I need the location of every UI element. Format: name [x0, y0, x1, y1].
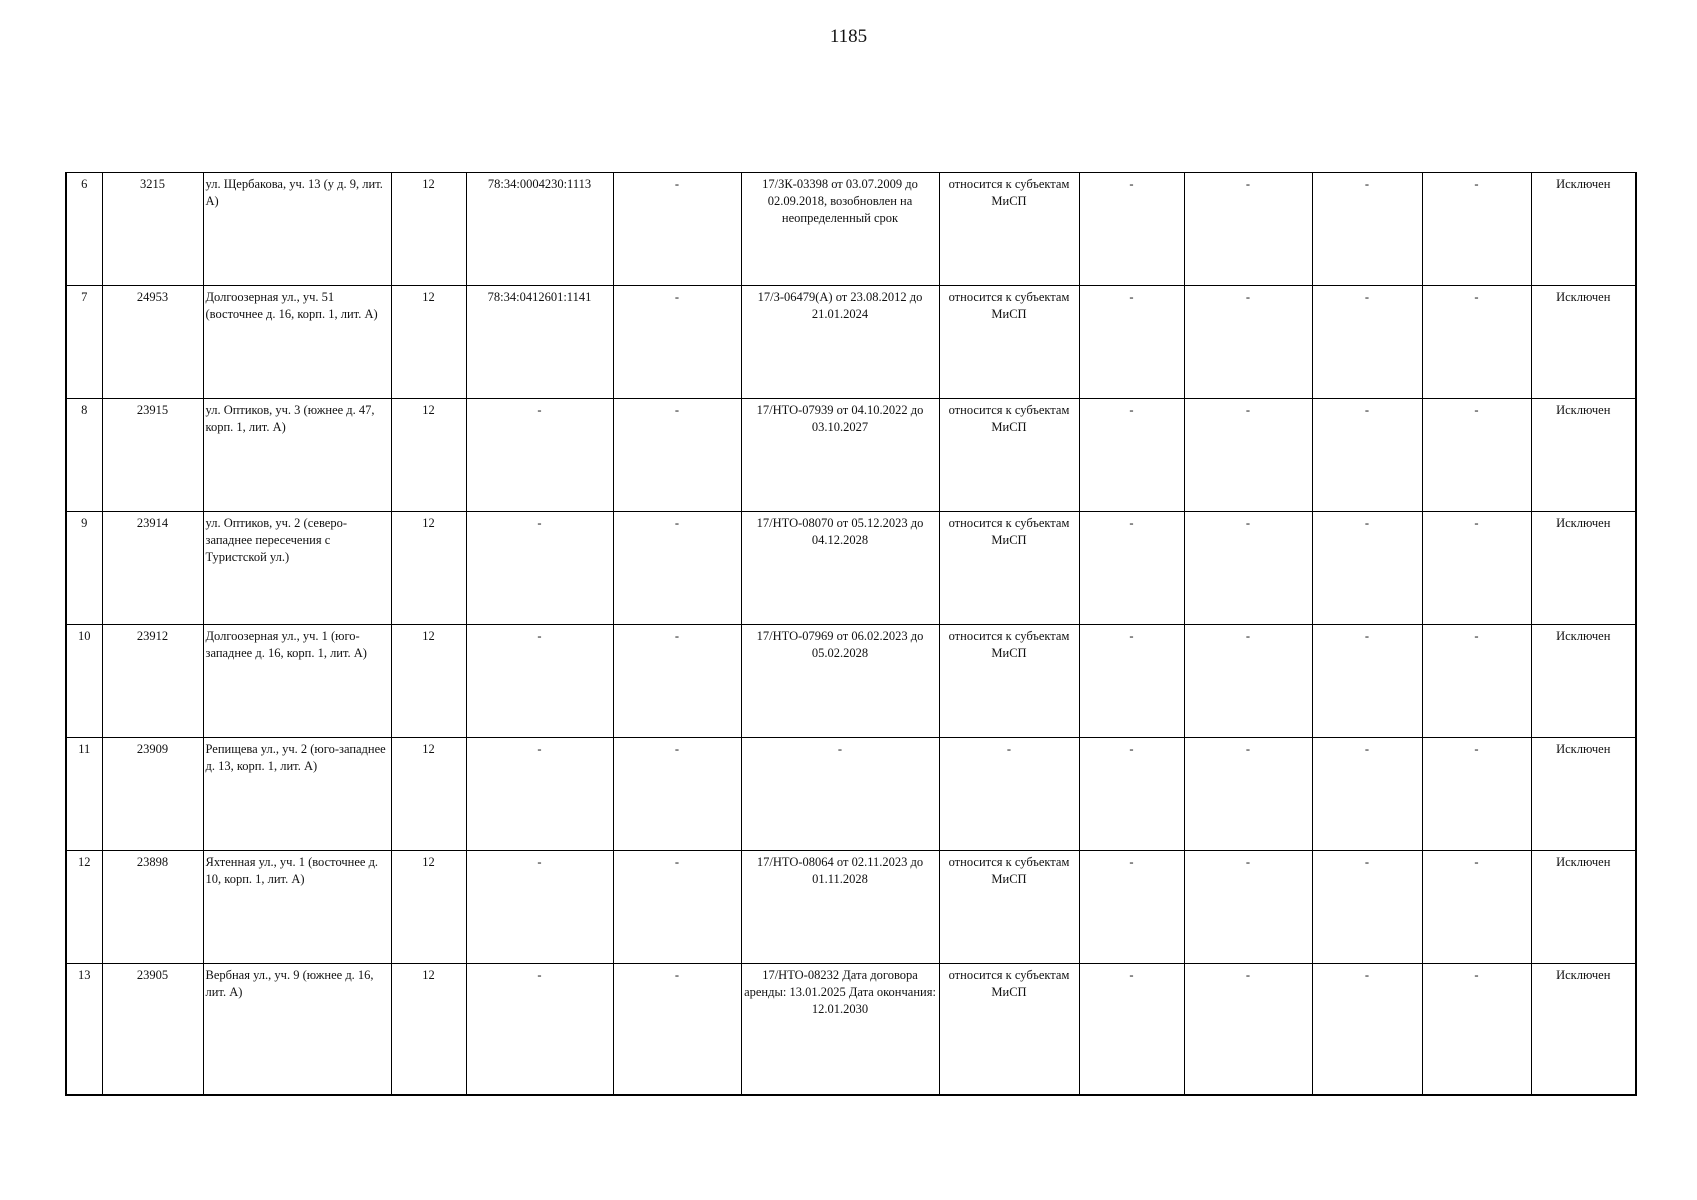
- row-number: 10: [66, 625, 102, 738]
- smb-category: относится к субъектам МиСП: [939, 399, 1079, 512]
- district-code: 12: [391, 964, 466, 1096]
- object-id: 23909: [102, 738, 203, 851]
- column-12-value: -: [1422, 286, 1531, 399]
- smb-category: относится к субъектам МиСП: [939, 512, 1079, 625]
- status-value: Исключен: [1531, 399, 1636, 512]
- page-number: 1185: [829, 26, 868, 47]
- district-code: 12: [391, 851, 466, 964]
- row-number: 8: [66, 399, 102, 512]
- column-10-value: -: [1184, 286, 1312, 399]
- column-9-value: -: [1079, 286, 1184, 399]
- cadastral-number: -: [466, 625, 613, 738]
- column-12-value: -: [1422, 512, 1531, 625]
- column-10-value: -: [1184, 512, 1312, 625]
- cadastral-number: -: [466, 399, 613, 512]
- row-number: 6: [66, 173, 102, 286]
- status-value: Исключен: [1531, 286, 1636, 399]
- smb-category: относится к субъектам МиСП: [939, 851, 1079, 964]
- object-address: Долгоозерная ул., уч. 51 (восточнее д. 16, корп. 1, лит. А): [203, 286, 391, 399]
- register-body: [66, 173, 1636, 1096]
- smb-category: относится к субъектам МиСП: [939, 286, 1079, 399]
- district-code: 12: [391, 286, 466, 399]
- table-row: [66, 851, 1636, 964]
- column-9-value: -: [1079, 512, 1184, 625]
- column-9-value: -: [1079, 738, 1184, 851]
- row-number: 12: [66, 851, 102, 964]
- object-address: ул. Щербакова, уч. 13 (у д. 9, лит. А): [203, 173, 391, 286]
- column-6-value: -: [613, 173, 741, 286]
- column-9-value: -: [1079, 173, 1184, 286]
- column-6-value: -: [613, 512, 741, 625]
- column-9-value: -: [1079, 851, 1184, 964]
- column-6-value: -: [613, 738, 741, 851]
- smb-category: относится к субъектам МиСП: [939, 964, 1079, 1096]
- contract-info: 17/НТО-07939 от 04.10.2022 до 03.10.2027: [741, 399, 939, 512]
- column-11-value: -: [1312, 738, 1422, 851]
- object-address: Долгоозерная ул., уч. 1 (юго-западнее д. 16, корп. 1, лит. А): [203, 625, 391, 738]
- status-value: Исключен: [1531, 512, 1636, 625]
- contract-info: 17/НТО-08064 от 02.11.2023 до 01.11.2028: [741, 851, 939, 964]
- table-row: [66, 964, 1636, 1096]
- column-11-value: -: [1312, 399, 1422, 512]
- table-row: [66, 286, 1636, 399]
- object-id: 23914: [102, 512, 203, 625]
- cadastral-number: 78:34:0412601:1141: [466, 286, 613, 399]
- table-row: [66, 173, 1636, 286]
- column-12-value: -: [1422, 738, 1531, 851]
- column-6-value: -: [613, 851, 741, 964]
- register-table: [65, 172, 1637, 1096]
- smb-category: относится к субъектам МиСП: [939, 173, 1079, 286]
- cadastral-number: 78:34:0004230:1113: [466, 173, 613, 286]
- status-value: Исключен: [1531, 851, 1636, 964]
- object-address: ул. Оптиков, уч. 3 (южнее д. 47, корп. 1, лит. А): [203, 399, 391, 512]
- row-number: 7: [66, 286, 102, 399]
- cadastral-number: -: [466, 851, 613, 964]
- district-code: 12: [391, 512, 466, 625]
- column-6-value: -: [613, 964, 741, 1096]
- contract-info: 17/НТО-08070 от 05.12.2023 до 04.12.2028: [741, 512, 939, 625]
- column-6-value: -: [613, 286, 741, 399]
- status-value: Исключен: [1531, 625, 1636, 738]
- smb-category: относится к субъектам МиСП: [939, 625, 1079, 738]
- row-number: 9: [66, 512, 102, 625]
- contract-info: -: [741, 738, 939, 851]
- column-10-value: -: [1184, 738, 1312, 851]
- district-code: 12: [391, 173, 466, 286]
- column-10-value: -: [1184, 173, 1312, 286]
- contract-info: 17/НТО-08232 Дата договора аренды: 13.01.2025 Дата окончания: 12.01.2030: [741, 964, 939, 1096]
- column-12-value: -: [1422, 625, 1531, 738]
- row-number: 11: [66, 738, 102, 851]
- column-11-value: -: [1312, 851, 1422, 964]
- object-address: Яхтенная ул., уч. 1 (восточнее д. 10, корп. 1, лит. А): [203, 851, 391, 964]
- column-12-value: -: [1422, 399, 1531, 512]
- object-address: Вербная ул., уч. 9 (южнее д. 16, лит. А): [203, 964, 391, 1096]
- column-11-value: -: [1312, 512, 1422, 625]
- table-row: [66, 399, 1636, 512]
- column-10-value: -: [1184, 964, 1312, 1096]
- object-id: 24953: [102, 286, 203, 399]
- table-row: [66, 512, 1636, 625]
- object-id: 3215: [102, 173, 203, 286]
- column-11-value: -: [1312, 173, 1422, 286]
- column-12-value: -: [1422, 173, 1531, 286]
- object-address: ул. Оптиков, уч. 2 (северо-западнее пересечения с Туристской ул.): [203, 512, 391, 625]
- row-number: 13: [66, 964, 102, 1096]
- object-id: 23912: [102, 625, 203, 738]
- smb-category: -: [939, 738, 1079, 851]
- cadastral-number: -: [466, 964, 613, 1096]
- status-value: Исключен: [1531, 173, 1636, 286]
- contract-info: 17/З-06479(А) от 23.08.2012 до 21.01.2024: [741, 286, 939, 399]
- contract-info: 17/НТО-07969 от 06.02.2023 до 05.02.2028: [741, 625, 939, 738]
- object-id: 23915: [102, 399, 203, 512]
- district-code: 12: [391, 399, 466, 512]
- table-row: [66, 625, 1636, 738]
- column-9-value: -: [1079, 964, 1184, 1096]
- column-10-value: -: [1184, 625, 1312, 738]
- column-11-value: -: [1312, 625, 1422, 738]
- column-10-value: -: [1184, 851, 1312, 964]
- column-9-value: -: [1079, 399, 1184, 512]
- object-id: 23898: [102, 851, 203, 964]
- column-11-value: -: [1312, 964, 1422, 1096]
- object-id: 23905: [102, 964, 203, 1096]
- column-6-value: -: [613, 399, 741, 512]
- object-address: Репищева ул., уч. 2 (юго-западнее д. 13, корп. 1, лит. А): [203, 738, 391, 851]
- district-code: 12: [391, 738, 466, 851]
- district-code: 12: [391, 625, 466, 738]
- column-10-value: -: [1184, 399, 1312, 512]
- column-11-value: -: [1312, 286, 1422, 399]
- cadastral-number: -: [466, 512, 613, 625]
- column-12-value: -: [1422, 964, 1531, 1096]
- status-value: Исключен: [1531, 964, 1636, 1096]
- column-9-value: -: [1079, 625, 1184, 738]
- column-12-value: -: [1422, 851, 1531, 964]
- cadastral-number: -: [466, 738, 613, 851]
- column-6-value: -: [613, 625, 741, 738]
- table-row: [66, 738, 1636, 851]
- contract-info: 17/ЗК-03398 от 03.07.2009 до 02.09.2018, возобновлен на неопределенный срок: [741, 173, 939, 286]
- status-value: Исключен: [1531, 738, 1636, 851]
